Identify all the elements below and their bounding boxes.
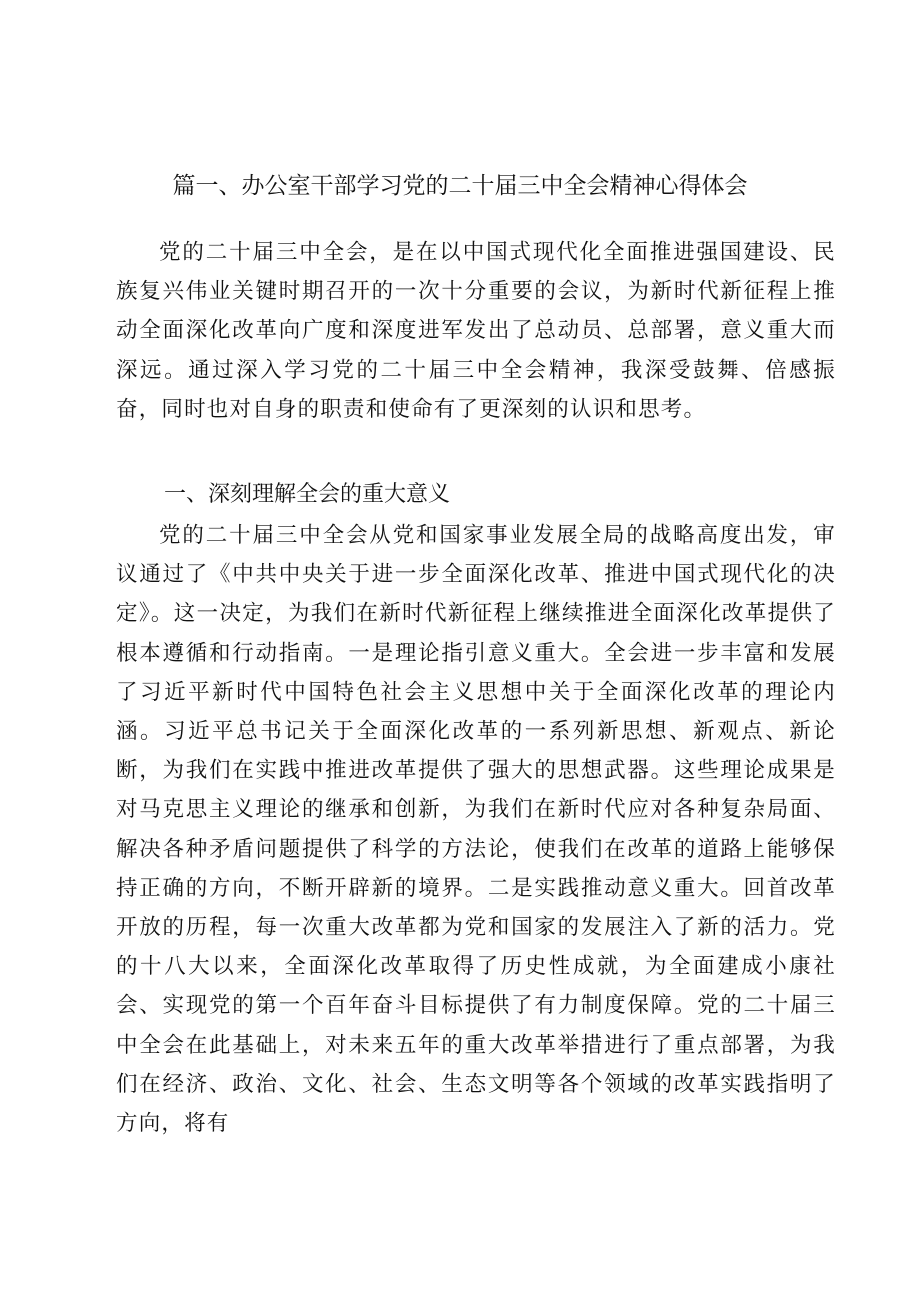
intro-paragraph: 党的二十届三中全会，是在以中国式现代化全面推进强国建设、民族复兴伟业关键时期召开的一次十分重要的会议，为新时代新征程上推动全面深化改革向广度和深度进军发出了总动员、总部署，意义重大而深远。通过深入学习党的二十届三中全会精神，我深受鼓舞、倍感振奋，同时也对自身的职责和使命有了更深刻的认识和思考。 bbox=[116, 240, 836, 422]
section-1-paragraph: 党的二十届三中全会从党和国家事业发展全局的战略高度出发，审议通过了《中共中央关于进一步全面深化改革、推进中国式现代化的决定》。这一决定，为我们在新时代新征程上继续推进全面深化改革提供了根本遵循和行动指南。一是理论指引意义重大。全会进一步丰富和发展了习近平新时代中国特色社会主义思想中关于全面深化改革的理论内涵。习近平总书记关于全面深化改革的一系列新思想、新观点、新论断，为我们在实践中推进改革提供了强大的思想武器。这些理论成果是对马克思主义理论的继承和创新，为我们在新时代应对各种复杂局面、解决各种矛盾问题提供了科学的方法论，使我们在改革的道路上能够保持正确的方向，不断开辟新的境界。二是实践推动意义重大。回首改革开放的历程，每一次重大改革都为党和国家的发展注入了新的活力。党的十八大以来，全面深化改革取得了历史性成就，为全面建成小康社会、实现党的第一个百年奋斗目标提供了有力制度保障。党的二十届三中全会在此基础上，对未来五年的重大改革举措进行了重点部署，为我们在经济、政治、文化、社会、生态文明等各个领域的改革实践指明了方向，将有 bbox=[116, 523, 836, 1137]
section-heading-1: 一、深刻理解全会的重大意义 bbox=[164, 482, 451, 507]
document-title: 篇一、办公室干部学习党的二十届三中全会精神心得体会 bbox=[172, 173, 748, 199]
